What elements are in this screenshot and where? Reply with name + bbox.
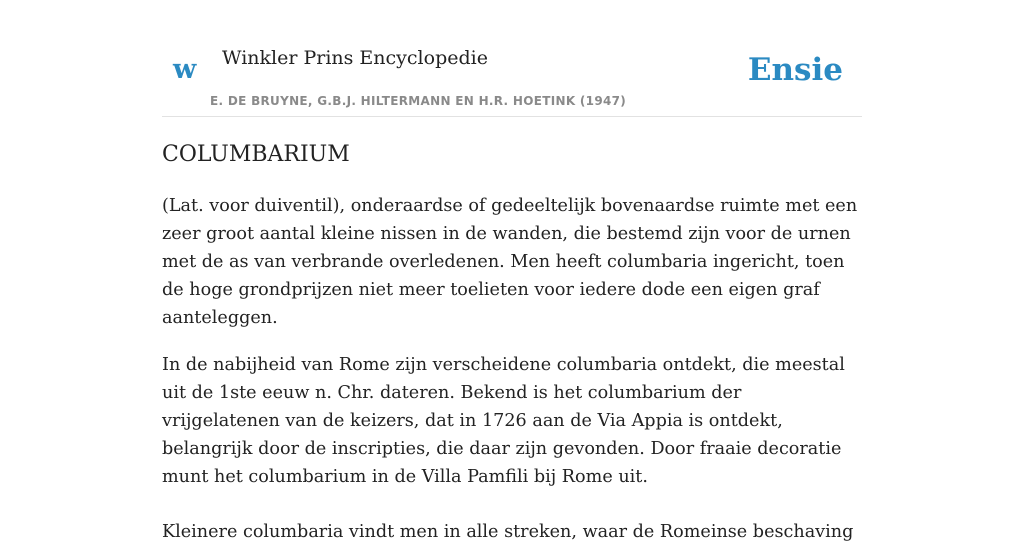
entry-title: COLUMBARIUM [162, 142, 350, 167]
ensie-logo[interactable]: Ensie [747, 52, 843, 88]
publication-authors: E. DE BRUYNE, G.B.J. HILTERMANN EN H.R. HOETINK (1947) [210, 94, 627, 108]
article-paragraph: (Lat. voor duiventil), onderaardse of gedeeltelijk bovenaardse ruimte met een zeer groot aantal kleine nissen in de wanden, die bestemd zijn voor de urnen met de as van verbrande overledenen. Men heeft columbaria ingericht, toen de hoge grondprijzen niet meer toelieten voor iedere dode een eigen graf aanteleggen. [162, 196, 858, 328]
article [162, 138, 862, 546]
article-paragraph: Kleinere columbaria vindt men in alle streken, waar de Romeinse beschaving [162, 522, 854, 542]
publication-logo[interactable]: w [173, 54, 197, 85]
header [162, 0, 862, 117]
publication-title[interactable]: Winkler Prins Encyclopedie [222, 47, 488, 69]
article-paragraph: In de nabijheid van Rome zijn verscheidene columbaria ontdekt, die meestal uit de 1ste eeuw n. Chr. dateren. Bekend is het columbarium der vrijgelatenen van de keizers, dat in 1726 aan de Via Appia is ontdekt, belangrijk door de inscripties, die daar zijn gevonden. Door fraaie decoratie munt het columbarium in de Villa Pamfili bij Rome uit. [162, 355, 845, 487]
